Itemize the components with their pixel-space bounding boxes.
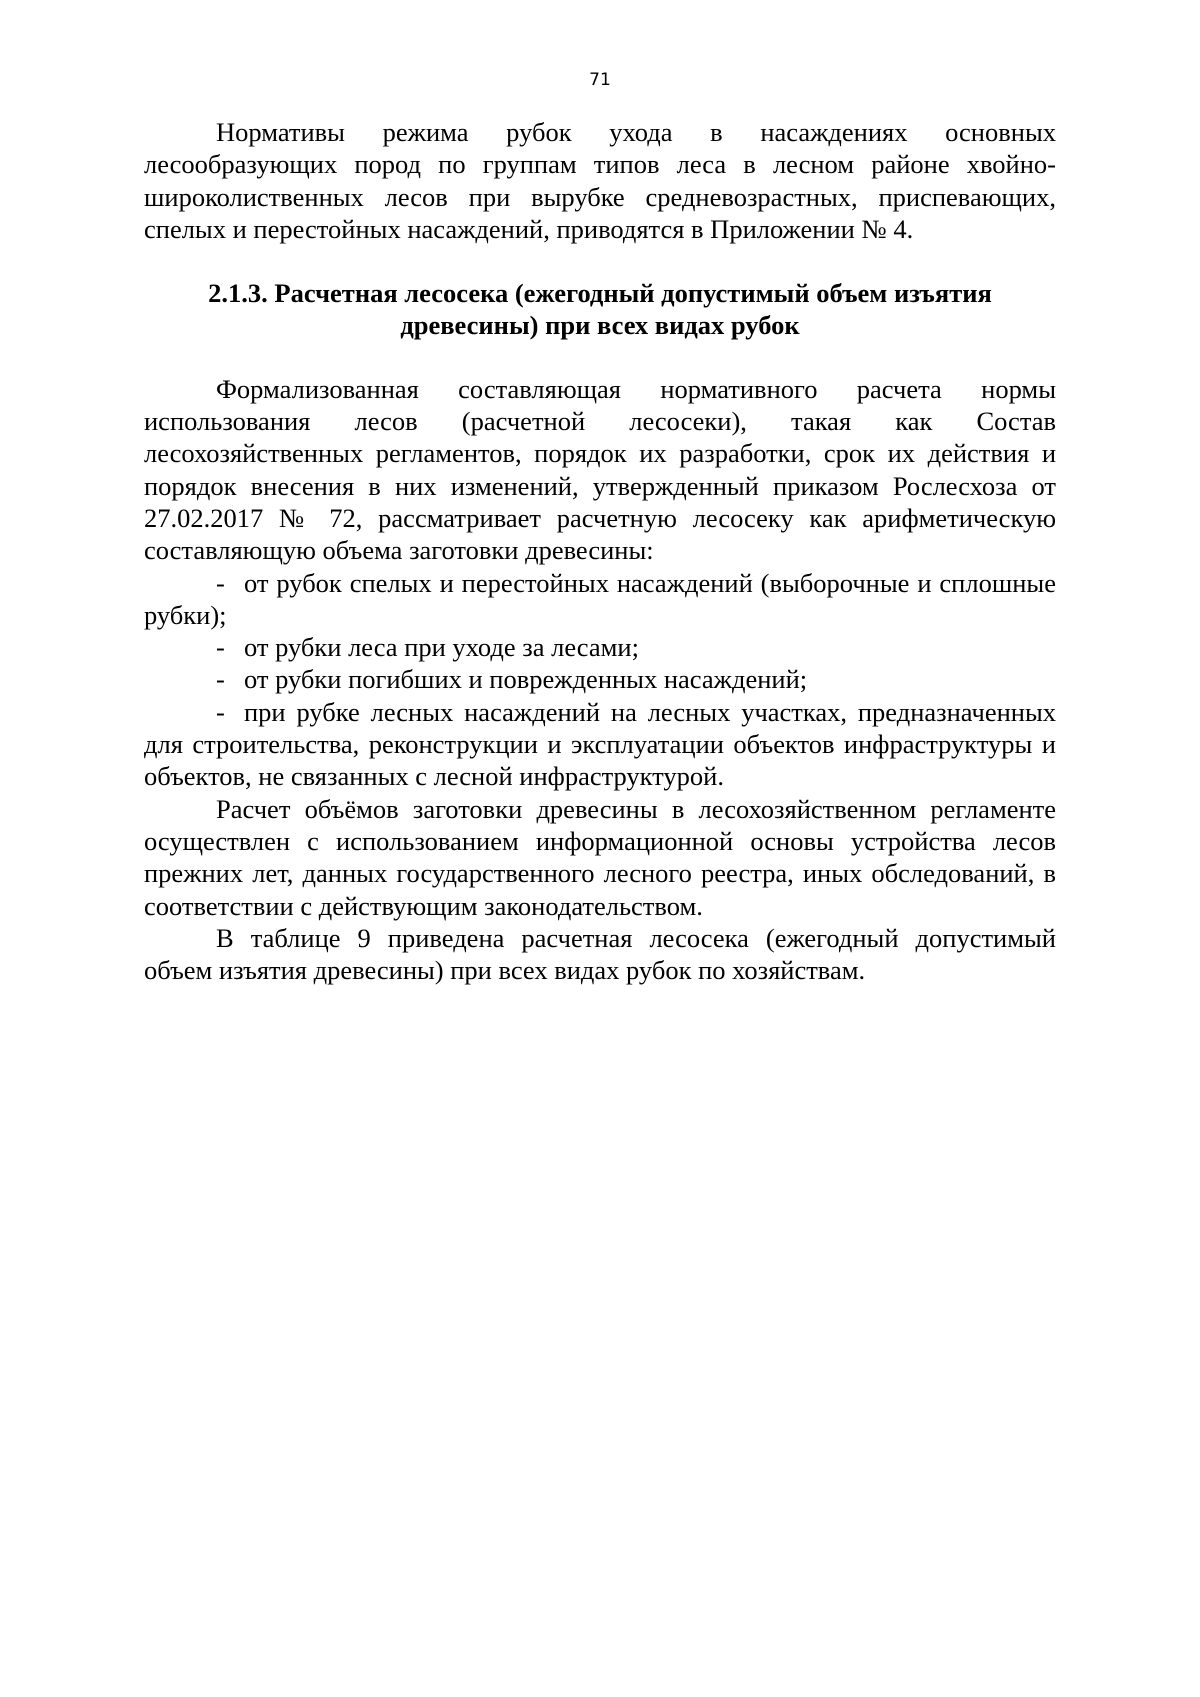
intro-paragraph: Нормативы режима рубок ухода в насаждениях основных лесообразующих пород по группам типов леса в лесном районе хвойно-широколиственных лесов при вырубке средневозрастных, приспевающих, спелых и перестойных насаждений, приводятся в Приложении № 4. [144,117,1056,244]
list-marker: - [216,664,225,695]
body-paragraph-3: В таблице 9 приведена расчетная лесосека (ежегодный допустимый объем изъятия древесины) при всех видах рубок по хозяйствам. [144,922,1056,986]
list-item-text: от рубки погибших и поврежденных насаждений; [244,664,808,695]
page-body [144,116,1056,986]
body-paragraph-1: Формализованная составляющая нормативного расчета нормы использования лесов (расчетной лесосеки), такая как Состав лесохозяйственных регламентов, порядок их разработки, срок их действия и порядок внесения в них изменений, утвержденный приказом Рослесхоза от 27.02.2017 № 72, рассматривает расчетную лесосеку как арифметическую составляющую объема заготовки древесины: [144,373,1056,566]
section-heading [144,277,1056,342]
list-item [144,567,1056,632]
list-item [144,631,1056,663]
section-heading-line-2: древесины) при всех видах рубок [400,310,800,341]
list-item [144,696,1056,793]
list-item-text: от рубки леса при уходе за лесами; [244,632,639,663]
list-marker: - [216,567,225,598]
section-heading-line-1: 2.1.3. Расчетная лесосека (ежегодный допустимый объем изъятия [208,278,992,309]
body-paragraph-2: Расчет объёмов заготовки древесины в лесохозяйственном регламенте осуществлен с использованием информационной основы устройства лесов прежних лет, данных государственного лесного реестра, иных обследований, в соответствии с действующим законодательством. [144,793,1056,921]
page-number: 71 [589,70,611,90]
list-marker: - [216,696,225,727]
list-item-text: при рубке лесных насаждений на лесных участках, предназначенных для строительства, реконструкции и эксплуатации объектов инфраструктуры и объектов, не связанных с лесной инфраструктурой. [144,696,1056,792]
list-marker: - [216,632,225,663]
list-item [144,663,1056,695]
list-item-text: от рубок спелых и перестойных насаждений (выборочные и сплошные рубки); [144,567,1056,630]
